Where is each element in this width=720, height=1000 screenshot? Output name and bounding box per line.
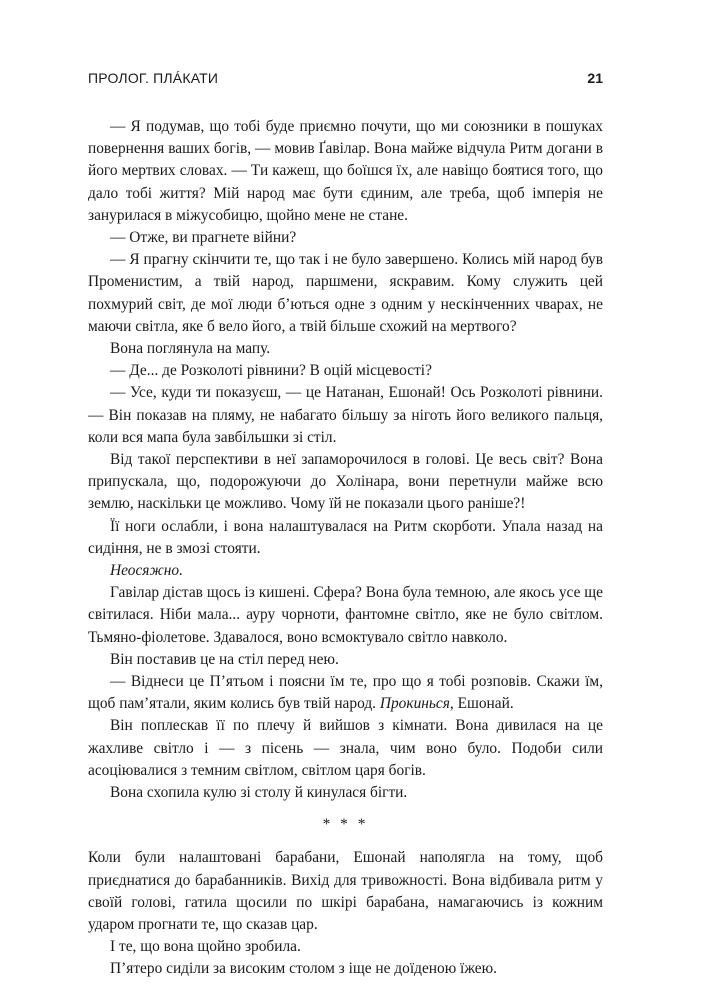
page-header	[88, 70, 603, 94]
speech-paragraph	[88, 671, 603, 715]
paragraph: Вона схопила кулю зі столу й кинулася бігти.	[110, 784, 408, 802]
book-page	[88, 70, 603, 981]
section-separator: * * *	[322, 816, 369, 834]
paragraph: — Де... де Розколоті рівнини? В оцій місцевості?	[110, 362, 432, 380]
paragraph: Він поплескав її по плечу й вийшов з кімнати. Вона дивилася на це жахливе світло і — з пісень — знала, чим воно було. Подоби сили асоціювалися з темним світлом, світлом царя богів.	[88, 717, 603, 779]
paragraph: Від такої перспективи в неї запаморочилося в голові. Це весь світ? Вона припускала, що, подорожуючи до Холінара, вони перетнули майже всю землю, наскільки це можливо. Чому їй не показали цього раніше?!	[88, 451, 603, 513]
paragraph: І те, що вона щойно зробила.	[110, 938, 301, 956]
paragraph: — Отже, ви прагнете війни?	[110, 229, 297, 247]
paragraph: Вона поглянула на мапу.	[110, 340, 271, 358]
paragraph: — Усе, куди ти показуєш, — це Натанан, Ешонай! Ось Розколоті рівнини. — Він показав на пляму, не набагато більшу за ніготь його великого пальця, коли вся мапа була завбільшки зі стіл.	[88, 384, 603, 446]
body-text	[88, 116, 603, 981]
paragraph: Її ноги ослабли, і вона налаштувалася на Ритм скорботи. Упала назад на сидіння, не в змозі стояти.	[88, 517, 603, 557]
speech-text: — Віднеси це П’ятьом і поясни їм те, про що я тобі розповів. Скажи їм, щоб пам’ятали, яким колись був твій народ.	[88, 673, 603, 713]
paragraph: — Я подумав, що тобі буде приємно почути, що ми союзники в пошуках повернення ваших богів, — мовив Ґавілар. Вона майже відчула Ритм догани в його мертвих словах. — Ти кажеш, що боїшся їх, але навіщо боятися того, що дало тобі життя? Мій народ має бути єдиним, але треба, щоб імперія не занурилася в міжусобицю, щойно мене не стане.	[88, 118, 603, 224]
italic-paragraph: Неосяжно.	[110, 562, 183, 580]
speech-italic-word: Прокинься	[379, 695, 450, 713]
running-head: ПРОЛОГ. ПЛÁКАТИ	[88, 70, 219, 86]
paragraph: Гавілар дістав щось із кишені. Сфера? Вона була темною, але якось усе ще світилася. Ніби мала... ауру чорноти, фантомне світло, яке не було світлом. Тьмяно-фіолетове. Здавалося, воно всмоктувало світло навколо.	[88, 584, 603, 646]
section-first-paragraph: Коли були налаштовані барабани, Ешонай наполягла на тому, щоб приєднатися до барабанників. Вихід для тривожності. Вона відбивала ритм у своїй голові, гатила щосили по шкірі барабана, намагаючись із кожним ударом прогнати те, що сказав цар.	[88, 849, 603, 933]
paragraph: П’ятеро сиділи за високим столом з іще не доїденою їжею.	[110, 960, 497, 978]
page-number: 21	[587, 70, 603, 86]
speech-text-end: , Ешонай.	[449, 695, 514, 713]
paragraph: Він поставив це на стіл перед нею.	[110, 650, 339, 668]
paragraph: — Я прагну скінчити те, що так і не було завершено. Колись мій народ був Променистим, а твій народ, паршмени, яскравим. Кому служить цей похмурий світ, де мої люди б’ються одне з одним у нескінченних чварах, не маючи світла, яке б вело його, а твій більше схожий на мертвого?	[88, 251, 603, 335]
